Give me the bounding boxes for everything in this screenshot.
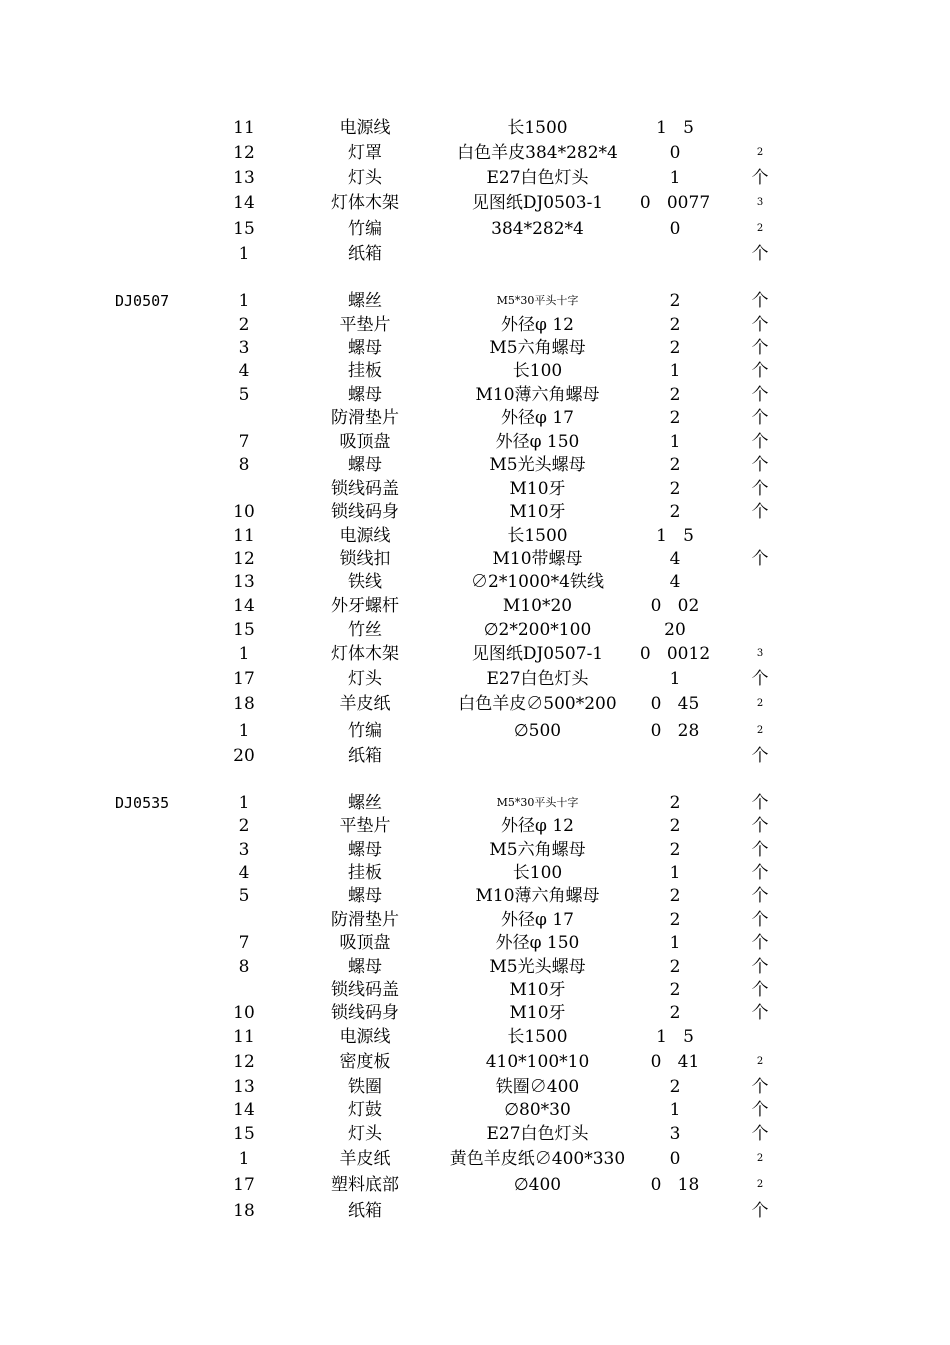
part-quantity: 1 [669, 168, 681, 188]
part-unit: 个 [751, 315, 769, 335]
table-row [0, 955, 950, 979]
table-row [0, 453, 950, 477]
part-spec: 外径φ 150 [495, 933, 580, 953]
part-unit: 个 [751, 816, 769, 836]
table-row [0, 594, 950, 618]
part-name: 灯鼓 [348, 1100, 382, 1120]
item-number: 7 [238, 933, 250, 953]
part-name: 螺丝 [348, 793, 382, 813]
part-name: 竹编 [348, 219, 382, 239]
part-spec: 黄色羊皮纸∅400*330 [449, 1149, 626, 1169]
part-spec [425, 242, 650, 266]
part-quantity: 4 [669, 549, 681, 569]
part-name: 灯头 [348, 168, 382, 188]
part-spec: M5*30平头十字 [496, 294, 579, 307]
item-number: 4 [238, 361, 250, 381]
part-quantity: 2 [669, 408, 681, 428]
part-unit: 个 [751, 549, 769, 569]
part-name: 挂板 [348, 863, 382, 883]
part-spec: E27白色灯头 [486, 669, 589, 689]
item-number: 8 [238, 455, 250, 475]
item-number: 7 [238, 432, 250, 452]
part-name: 竹丝 [348, 620, 382, 640]
part-spec: 外径φ 17 [501, 408, 574, 428]
part-unit: 个 [751, 1201, 769, 1221]
part-quantity: 0 [669, 219, 681, 239]
part-quantity: 2 [669, 910, 681, 930]
part-quantity: 1 5 [656, 118, 694, 138]
part-quantity: 1 5 [656, 526, 694, 546]
part-quantity: 2 [669, 1077, 681, 1097]
part-quantity: 1 5 [656, 1027, 694, 1047]
item-number: 15 [233, 1124, 255, 1144]
table-row [0, 1075, 950, 1099]
part-name: 锁线扣 [339, 549, 391, 569]
part-spec: M10牙 [509, 479, 566, 499]
part-unit: 个 [751, 432, 769, 452]
part-spec: ∅500 [513, 721, 562, 741]
table-row [0, 406, 950, 430]
part-unit: 个 [751, 408, 769, 428]
part-quantity: 4 [669, 572, 681, 592]
part-quantity: 2 [669, 455, 681, 475]
part-spec: M10牙 [509, 1003, 566, 1023]
part-spec: M10薄六角螺母 [475, 385, 600, 405]
item-number: 1 [238, 721, 250, 741]
item-number: 17 [233, 669, 255, 689]
part-unit: 2 [756, 725, 764, 736]
item-number: 1 [238, 793, 250, 813]
item-number [214, 978, 274, 1002]
part-name: 灯头 [348, 669, 382, 689]
item-number: 15 [233, 219, 255, 239]
part-spec [425, 744, 650, 768]
table-row [0, 1025, 950, 1049]
part-quantity: 2 [669, 338, 681, 358]
part-unit [745, 116, 775, 140]
part-name: 羊皮纸 [339, 694, 391, 714]
table-row [0, 1001, 950, 1025]
table-row [0, 289, 950, 313]
part-quantity: 0 41 [650, 1052, 700, 1072]
item-number: 3 [238, 840, 250, 860]
part-spec: ∅400 [513, 1175, 562, 1195]
item-number: 1 [238, 1149, 250, 1169]
table-row [0, 500, 950, 524]
part-name: 铁线 [348, 572, 382, 592]
part-quantity: 1 [669, 669, 681, 689]
part-spec: 长100 [512, 361, 563, 381]
part-unit: 个 [751, 168, 769, 188]
part-name: 螺母 [348, 338, 382, 358]
table-row [0, 570, 950, 594]
part-quantity: 0 [669, 143, 681, 163]
table-row [0, 931, 950, 955]
part-name: 铁圈 [348, 1077, 382, 1097]
part-unit: 个 [751, 957, 769, 977]
part-spec [425, 1199, 650, 1223]
item-number: 12 [233, 143, 255, 163]
part-quantity: 0 02 [650, 596, 700, 616]
part-spec: 白色羊皮384*282*4 [457, 143, 618, 163]
part-unit: 个 [751, 910, 769, 930]
part-spec: 外径φ 12 [501, 816, 574, 836]
part-spec: 外径φ 17 [501, 910, 574, 930]
part-quantity: 0 0012 [639, 644, 711, 664]
item-number [214, 406, 274, 430]
table-row [0, 166, 950, 190]
part-name: 电源线 [339, 1027, 391, 1047]
part-quantity [630, 242, 720, 266]
table-row [0, 1098, 950, 1122]
part-spec: M5光头螺母 [489, 957, 586, 977]
part-quantity: 1 [669, 361, 681, 381]
part-name: 锁线码盖 [331, 479, 399, 499]
part-unit: 个 [751, 746, 769, 766]
part-spec: ∅2*200*100 [483, 620, 592, 640]
part-spec: 长1500 [507, 526, 568, 546]
part-spec: 长1500 [507, 118, 568, 138]
part-quantity: 1 [669, 432, 681, 452]
item-number: 14 [233, 596, 255, 616]
part-unit: 个 [751, 361, 769, 381]
part-unit: 个 [751, 840, 769, 860]
part-unit: 个 [751, 933, 769, 953]
part-name: 螺丝 [348, 291, 382, 311]
part-spec: M5光头螺母 [489, 455, 586, 475]
part-name: 防滑垫片 [331, 910, 399, 930]
table-row [0, 1199, 950, 1223]
part-unit: 2 [756, 1153, 764, 1164]
part-quantity: 2 [669, 793, 681, 813]
part-name: 灯体木架 [331, 193, 399, 213]
item-number: 4 [238, 863, 250, 883]
part-quantity: 1 [669, 863, 681, 883]
table-row [0, 642, 950, 666]
part-name: 灯罩 [348, 143, 382, 163]
part-name: 纸箱 [348, 1201, 382, 1221]
item-number: 1 [238, 644, 250, 664]
part-quantity: 2 [669, 816, 681, 836]
part-name: 锁线码身 [331, 1003, 399, 1023]
item-number: 13 [233, 168, 255, 188]
table-row [0, 692, 950, 716]
part-spec: 外径φ 150 [495, 432, 580, 452]
item-number: 3 [238, 338, 250, 358]
item-number: 10 [233, 502, 255, 522]
part-quantity: 2 [669, 957, 681, 977]
table-row [0, 978, 950, 1002]
part-quantity: 2 [669, 479, 681, 499]
part-unit: 个 [751, 338, 769, 358]
part-spec: 见图纸DJ0503-1 [471, 193, 604, 213]
table-row [0, 908, 950, 932]
table-row [0, 1173, 950, 1197]
item-number: 17 [233, 1175, 255, 1195]
part-spec: M5*30平头十字 [496, 796, 579, 809]
table-row [0, 618, 950, 642]
part-quantity: 2 [669, 291, 681, 311]
table-row [0, 791, 950, 815]
part-quantity: 2 [669, 315, 681, 335]
item-number: 12 [233, 549, 255, 569]
part-unit: 个 [751, 455, 769, 475]
part-quantity: 2 [669, 385, 681, 405]
part-unit [745, 594, 775, 618]
item-number: 11 [233, 1027, 255, 1047]
part-unit: 个 [751, 669, 769, 689]
part-spec: 铁圈∅400 [495, 1077, 580, 1097]
part-unit [745, 618, 775, 642]
item-number: 14 [233, 193, 255, 213]
table-row [0, 477, 950, 501]
part-quantity: 0 0077 [639, 193, 711, 213]
part-quantity: 20 [664, 620, 686, 640]
item-number: 18 [233, 694, 255, 714]
table-row [0, 861, 950, 885]
item-number: 20 [233, 746, 255, 766]
table-row [0, 191, 950, 215]
part-unit: 个 [751, 863, 769, 883]
table-row [0, 383, 950, 407]
part-spec: M10牙 [509, 980, 566, 1000]
table-row [0, 1050, 950, 1074]
part-name: 螺母 [348, 957, 382, 977]
part-name: 竹编 [348, 721, 382, 741]
part-spec: 长1500 [507, 1027, 568, 1047]
item-number: 11 [233, 118, 255, 138]
item-number: 10 [233, 1003, 255, 1023]
table-row [0, 838, 950, 862]
table-row [0, 524, 950, 548]
part-spec: M10牙 [509, 502, 566, 522]
item-number: 11 [233, 526, 255, 546]
table-row [0, 336, 950, 360]
part-unit: 2 [756, 698, 764, 709]
part-unit: 个 [751, 502, 769, 522]
part-quantity: 2 [669, 1003, 681, 1023]
part-unit [745, 570, 775, 594]
item-number: 14 [233, 1100, 255, 1120]
table-row [0, 547, 950, 571]
part-quantity: 1 [669, 933, 681, 953]
part-unit: 个 [751, 291, 769, 311]
part-name: 塑料底部 [331, 1175, 399, 1195]
model-code: DJ0507 [115, 292, 170, 310]
part-name: 外牙螺杆 [331, 596, 399, 616]
part-unit: 个 [751, 1077, 769, 1097]
part-name: 平垫片 [339, 816, 391, 836]
part-name: 挂板 [348, 361, 382, 381]
item-number [214, 477, 274, 501]
part-spec: 白色羊皮∅500*200 [458, 694, 617, 714]
table-row [0, 719, 950, 743]
item-number: 13 [233, 1077, 255, 1097]
part-name: 防滑垫片 [331, 408, 399, 428]
table-row [0, 242, 950, 266]
part-spec: ∅80*30 [504, 1100, 571, 1120]
item-number: 2 [238, 816, 250, 836]
part-name: 螺母 [348, 455, 382, 475]
part-quantity: 0 18 [650, 1175, 700, 1195]
part-unit: 个 [751, 886, 769, 906]
part-name: 螺母 [348, 840, 382, 860]
part-unit: 2 [756, 1179, 764, 1190]
part-unit: 个 [751, 244, 769, 264]
part-quantity: 2 [669, 840, 681, 860]
part-quantity: 2 [669, 980, 681, 1000]
part-spec: E27白色灯头 [486, 168, 589, 188]
part-spec: ∅2*1000*4铁线 [471, 572, 604, 592]
item-number: 12 [233, 1052, 255, 1072]
part-name: 电源线 [339, 526, 391, 546]
part-quantity: 0 28 [650, 721, 700, 741]
item-number: 5 [238, 886, 250, 906]
part-spec: E27白色灯头 [486, 1124, 589, 1144]
table-row [0, 667, 950, 691]
part-name: 螺母 [348, 385, 382, 405]
part-spec: 长100 [512, 863, 563, 883]
part-quantity: 1 [669, 1100, 681, 1120]
part-name: 锁线码身 [331, 502, 399, 522]
item-number: 13 [233, 572, 255, 592]
table-row [0, 359, 950, 383]
part-spec: M5六角螺母 [489, 840, 586, 860]
part-quantity: 3 [669, 1124, 681, 1144]
table-row [0, 430, 950, 454]
part-name: 锁线码盖 [331, 980, 399, 1000]
part-unit: 个 [751, 1100, 769, 1120]
part-unit: 个 [751, 980, 769, 1000]
part-spec: M5六角螺母 [489, 338, 586, 358]
part-spec: M10带螺母 [492, 549, 583, 569]
part-unit: 个 [751, 1003, 769, 1023]
part-name: 密度板 [339, 1052, 391, 1072]
part-unit: 个 [751, 479, 769, 499]
table-row [0, 116, 950, 140]
part-spec: 见图纸DJ0507-1 [471, 644, 604, 664]
table-row [0, 217, 950, 241]
part-spec: M10*20 [502, 596, 573, 616]
item-number: 15 [233, 620, 255, 640]
part-spec: 384*282*4 [491, 219, 584, 239]
table-row [0, 744, 950, 768]
table-row [0, 814, 950, 838]
part-unit: 2 [756, 1056, 764, 1067]
part-unit: 3 [756, 197, 764, 208]
part-unit: 2 [756, 223, 764, 234]
item-number [214, 908, 274, 932]
model-code: DJ0535 [115, 794, 170, 812]
part-unit: 2 [756, 147, 764, 158]
part-name: 平垫片 [339, 315, 391, 335]
item-number: 5 [238, 385, 250, 405]
part-unit: 个 [751, 385, 769, 405]
item-number: 18 [233, 1201, 255, 1221]
part-spec: 410*100*10 [485, 1052, 590, 1072]
part-name: 羊皮纸 [339, 1149, 391, 1169]
part-name: 吸顶盘 [339, 933, 391, 953]
part-spec: M10薄六角螺母 [475, 886, 600, 906]
item-number: 1 [238, 291, 250, 311]
part-spec: 外径φ 12 [501, 315, 574, 335]
part-quantity: 2 [669, 502, 681, 522]
table-row [0, 1147, 950, 1171]
item-number: 8 [238, 957, 250, 977]
part-name: 纸箱 [348, 244, 382, 264]
part-quantity [630, 1199, 720, 1223]
part-name: 电源线 [339, 118, 391, 138]
part-name: 纸箱 [348, 746, 382, 766]
table-row [0, 141, 950, 165]
part-name: 螺母 [348, 886, 382, 906]
part-unit: 个 [751, 793, 769, 813]
part-unit [745, 1025, 775, 1049]
table-row [0, 884, 950, 908]
part-quantity: 0 [669, 1149, 681, 1169]
table-row [0, 313, 950, 337]
table-row [0, 1122, 950, 1146]
part-unit: 3 [756, 648, 764, 659]
part-unit [745, 524, 775, 548]
part-quantity [630, 744, 720, 768]
part-name: 吸顶盘 [339, 432, 391, 452]
part-name: 灯体木架 [331, 644, 399, 664]
part-unit: 个 [751, 1124, 769, 1144]
part-quantity: 0 45 [650, 694, 700, 714]
part-name: 灯头 [348, 1124, 382, 1144]
item-number: 2 [238, 315, 250, 335]
part-quantity: 2 [669, 886, 681, 906]
item-number: 1 [238, 244, 250, 264]
